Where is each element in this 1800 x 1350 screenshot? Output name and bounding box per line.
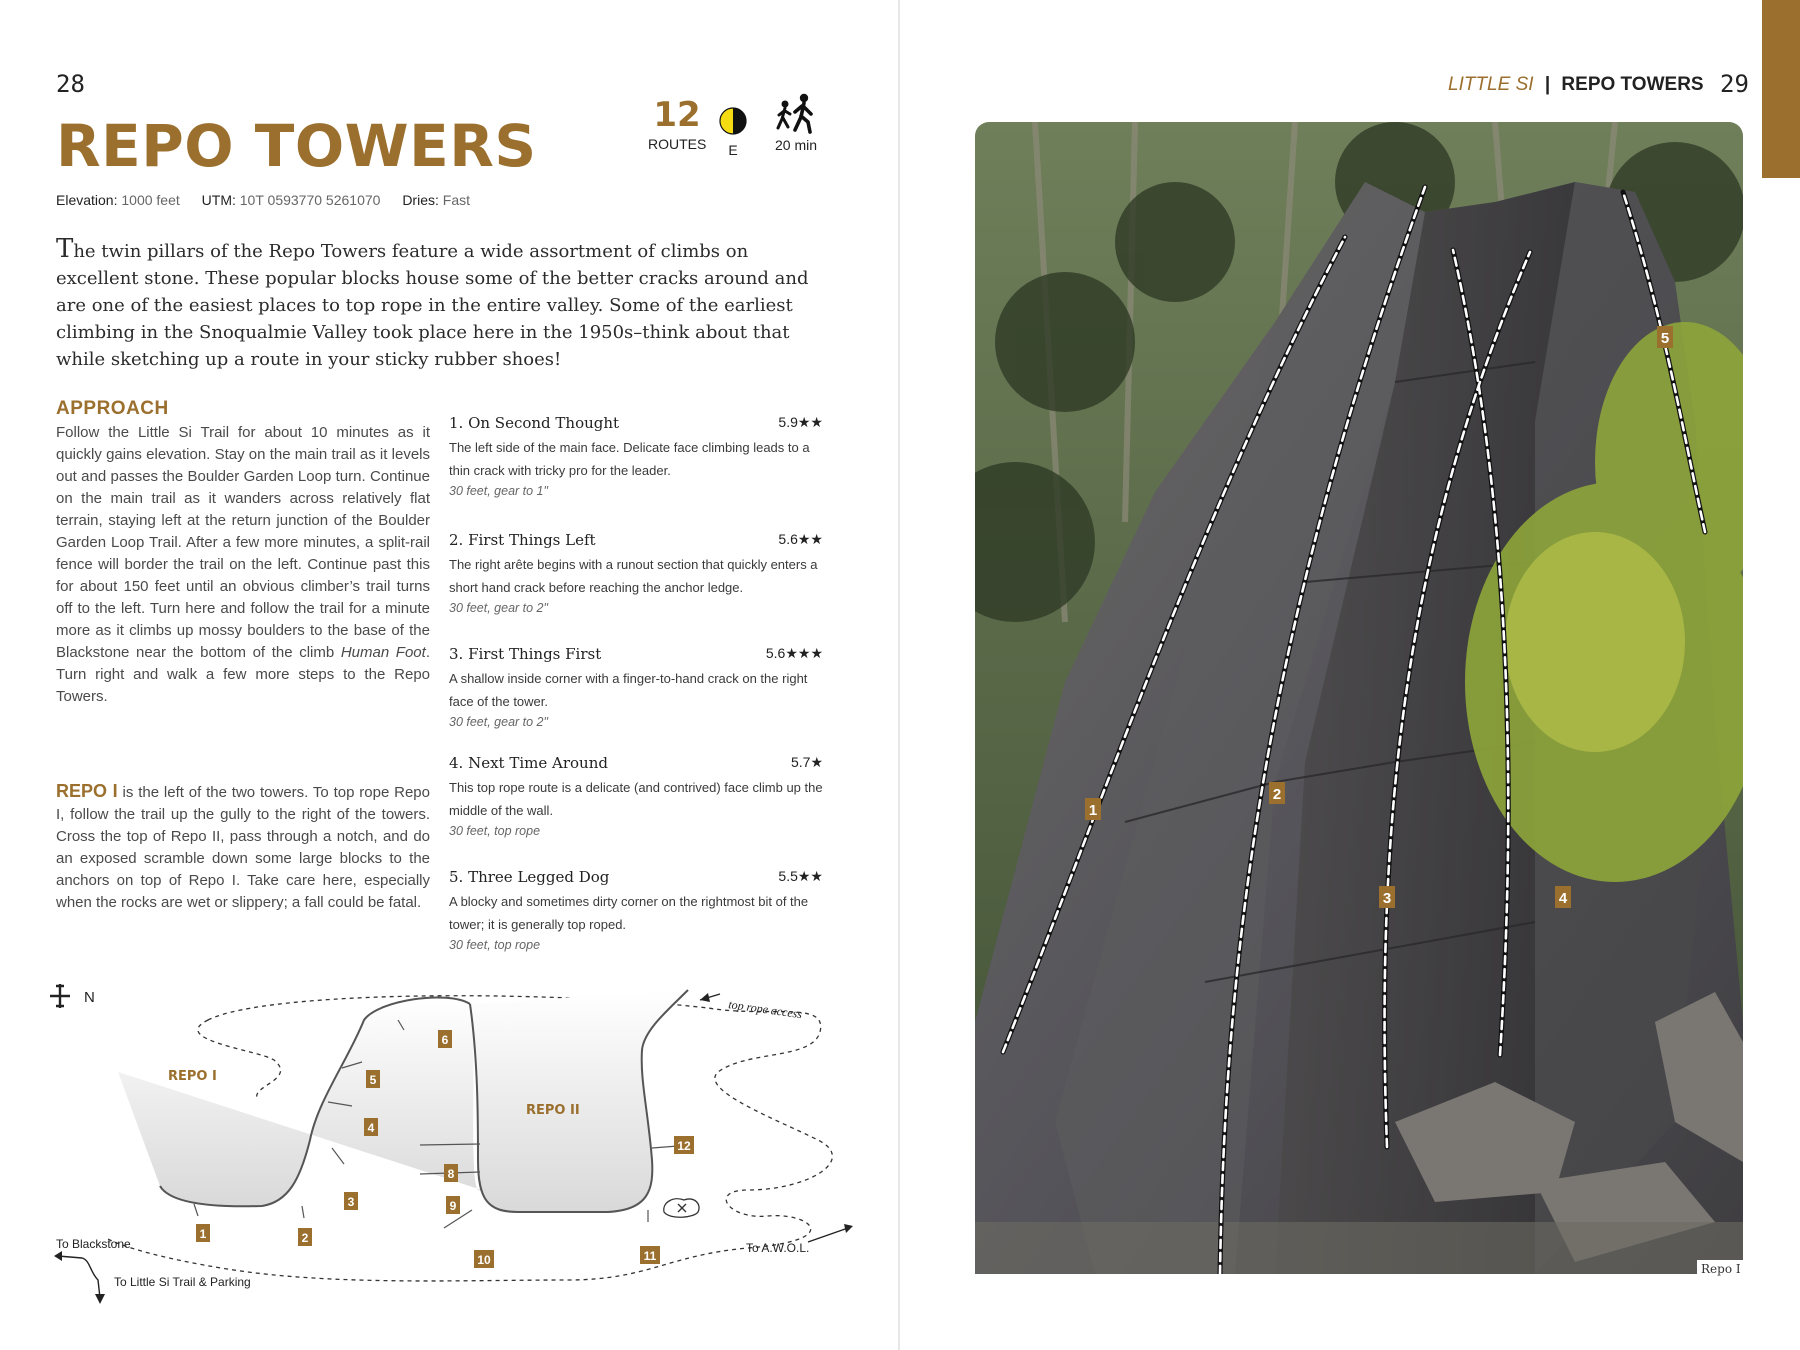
routes-label: ROUTES: [648, 136, 707, 152]
north-compass-icon: [50, 984, 70, 1008]
crag-metadata: [56, 192, 488, 208]
repo1-tower: [118, 997, 488, 1206]
routes-count: 12: [653, 95, 701, 135]
page-number-right: 29: [1720, 70, 1749, 98]
approach-text-part-2: . Turn right and walk a few more steps to the Repo Towers.: [56, 644, 430, 705]
svg-text:9: 9: [449, 1199, 457, 1213]
svg-text:10: 10: [477, 1253, 491, 1267]
route-name: 5. Three Legged Dog: [449, 868, 610, 886]
chapter-tab: [1762, 0, 1800, 178]
route-description: A shallow inside corner with a finger-to-hand crack on the right face of the tower.: [449, 671, 808, 709]
map-marker: [196, 1224, 210, 1242]
map-marker: [674, 1136, 694, 1154]
page-number-left: 28: [56, 70, 85, 98]
photo-marker: [1379, 886, 1395, 908]
map-marker: [298, 1228, 312, 1246]
area-stats: [648, 95, 828, 168]
repo-towers-photo: [975, 122, 1743, 1274]
map-marker: [640, 1246, 660, 1264]
sun-stat: [718, 106, 748, 158]
sun-label: E: [728, 142, 738, 158]
map-marker: [474, 1250, 494, 1268]
route-gear: 30 feet, top rope: [449, 938, 541, 952]
map-marker: [444, 1164, 458, 1182]
svg-text:3: 3: [1382, 890, 1392, 907]
route-description: This top rope route is a delicate (and contrived) face climb up the middle of the wall.: [449, 780, 823, 818]
repo2-map-label: REPO II: [526, 1103, 580, 1118]
svg-text:12: 12: [677, 1139, 691, 1153]
route-gear: 30 feet, gear to 2": [449, 715, 548, 729]
photo-marker: [1085, 798, 1101, 820]
route-grade: 5.7★: [790, 754, 823, 770]
svg-text:4: 4: [367, 1121, 375, 1135]
header-separator: |: [1544, 74, 1551, 95]
running-header: [1448, 74, 1704, 96]
repo1-lead: REPO I: [56, 781, 118, 801]
route-name: 4. Next Time Around: [449, 754, 608, 772]
to-blackstone-label: To Blackstone: [56, 1237, 131, 1251]
sun-exposure-icon: [718, 106, 748, 136]
section-name: REPO TOWERS: [1561, 74, 1704, 95]
route-gear: 30 feet, gear to 1": [449, 484, 548, 498]
area-name: LITTLE SI: [1448, 74, 1534, 95]
route-entry: [449, 754, 823, 838]
svg-text:8: 8: [447, 1167, 455, 1181]
repo1-map-label: REPO I: [168, 1069, 217, 1084]
route-description: A blocky and sometimes dirty corner on the rightmost bit of the tower; it is generally top roped.: [449, 894, 809, 932]
map-marker: [344, 1192, 358, 1210]
route-gear: 30 feet, top rope: [449, 824, 541, 838]
photo-marker: [1269, 782, 1285, 804]
route-entry: [449, 531, 823, 615]
svg-text:1: 1: [199, 1227, 207, 1241]
route-description: The right arête begins with a runout section that quickly enters a short hand crack before reaching the anchor ledge.: [449, 557, 818, 595]
route-grade: 5.5★★: [778, 868, 823, 884]
route-name: 2. First Things Left: [449, 531, 596, 549]
approach-heading: APPROACH: [56, 398, 169, 419]
route-entry: [449, 645, 823, 729]
route-description: The left side of the main face. Delicate face climbing leads to a thin crack with tricky pro for the leader.: [449, 440, 810, 478]
crag-photo: [975, 122, 1743, 1274]
boulder-icon: [664, 1199, 699, 1218]
page-title: REPO TOWERS: [56, 112, 537, 180]
elevation-value: 1000 feet: [121, 192, 180, 208]
map-marker: [366, 1070, 380, 1088]
utm-value: 10T 0593770 5261070: [239, 192, 381, 208]
to-little-si-label: To Little Si Trail & Parking: [114, 1275, 251, 1289]
route-entry: [449, 868, 823, 952]
photo-marker: [1657, 326, 1673, 348]
route-entry: [449, 414, 823, 498]
approach-text: [56, 422, 430, 708]
approach-time-label: 20 min: [774, 137, 818, 153]
svg-text:11: 11: [643, 1249, 657, 1263]
photo-marker: [1555, 886, 1571, 908]
hiker-icon: [773, 92, 819, 136]
route-name: 1. On Second Thought: [449, 414, 620, 432]
map-marker: [446, 1196, 460, 1214]
top-rope-access-label: top rope access: [727, 997, 804, 1022]
map-marker: [438, 1030, 452, 1048]
svg-text:5: 5: [369, 1073, 377, 1087]
svg-text:5: 5: [1660, 330, 1670, 347]
svg-text:3: 3: [347, 1195, 355, 1209]
route-grade: 5.6★★: [778, 531, 823, 547]
route-grade: 5.9★★: [778, 414, 823, 430]
map-marker: [364, 1118, 378, 1136]
svg-text:4: 4: [1558, 890, 1568, 907]
route-gear: 30 feet, gear to 2": [449, 601, 548, 615]
svg-text:2: 2: [1272, 786, 1282, 803]
topo-map: [48, 980, 868, 1310]
svg-text:1: 1: [1088, 802, 1098, 819]
north-label: N: [84, 989, 95, 1006]
utm-label: UTM:: [201, 192, 236, 208]
to-awol-label: To A.W.O.L.: [746, 1241, 810, 1255]
intro-paragraph: The twin pillars of the Repo Towers feature a wide assortment of climbs on excellent stone. These popular blocks house some of the better cracks around and are one of the easiest places to top rope in the entire valley. Some of the earliest climbing in the Snoqualmie Valley took place here in the 1950s–think about that while sketching up a route in your sticky rubber shoes!: [56, 234, 809, 370]
approach-stat: [766, 92, 826, 153]
dries-label: Dries:: [402, 192, 439, 208]
dries-value: Fast: [442, 192, 470, 208]
repo1-description: [56, 780, 430, 914]
page-gutter: [898, 0, 900, 1350]
route-grade: 5.6★★★: [765, 645, 823, 661]
routes-stat: [648, 95, 707, 152]
svg-text:6: 6: [441, 1033, 449, 1047]
approach-climb-name: Human Foot: [340, 644, 426, 661]
svg-text:2: 2: [301, 1231, 309, 1245]
repo1-text: is the left of the two towers. To top rope Repo I, follow the trail up the gully to the right of the towers. Cross the top of Repo II, pass through a notch, and do an exposed scramble down some large blocks to the anchors on top of Repo I. Take care here, especially when the rocks are wet or slippery; a fall could be fatal.: [56, 784, 430, 911]
elevation-label: Elevation:: [56, 192, 118, 208]
route-name: 3. First Things First: [449, 645, 602, 663]
repo2-tower: [470, 990, 688, 1212]
approach-text-part-1: Follow the Little Si Trail for about 10 minutes as it quickly gains elevation. Stay on the main trail as it levels out and passes the Boulder Garden Loop turn. Continue on the main trail as it wanders across relatively flat terrain, staying left at the return junction of the Boulder Garden Loop Trail. After a few more minutes, a split-rail fence will border the trail on the left. Continue past this for about 150 feet until an obvious climber’s trail turns off to the left. Turn here and follow the trail for a minute more as it climbs up mossy boulders to the base of the Blackstone near the bottom of the climb: [56, 424, 430, 661]
photo-caption: Repo I: [1697, 1260, 1745, 1278]
